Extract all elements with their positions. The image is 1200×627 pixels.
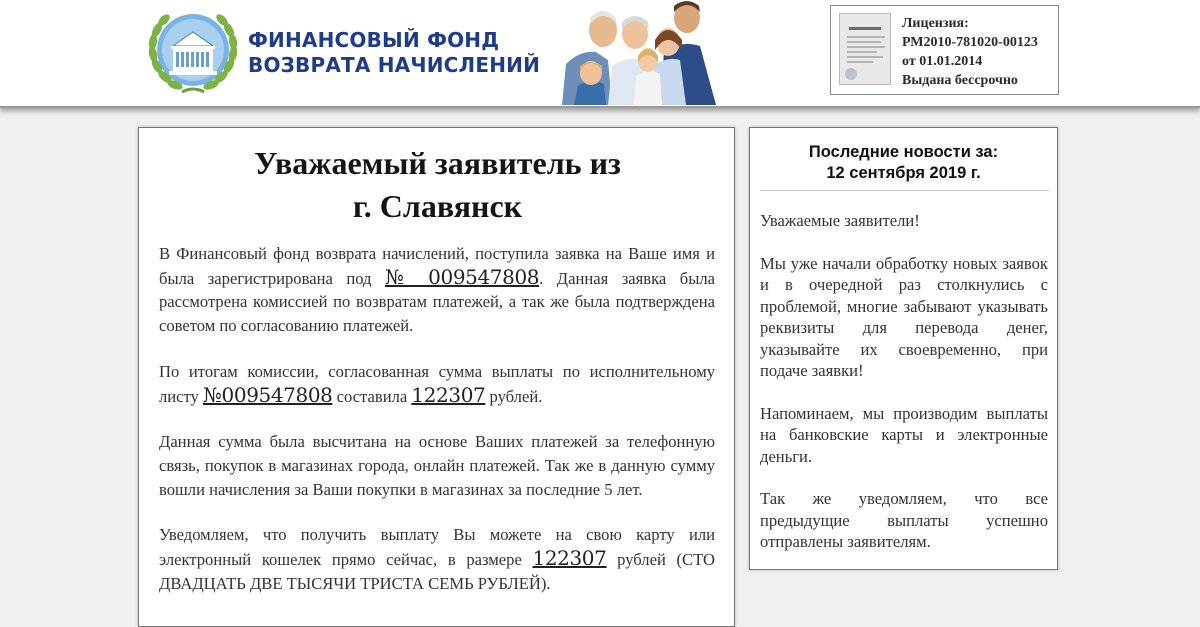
p1-text-a: В Финансовый фонд возврата начислений, поступила заявка на Ваше имя и была зарегистрирована под: [159, 244, 715, 288]
site-header: [0, 0, 1200, 108]
notice-paragraph-2: [159, 360, 715, 408]
p2-text-c: рублей.: [485, 386, 543, 406]
payout-amount: 122307: [411, 382, 486, 407]
org-name[interactable]: [248, 28, 540, 78]
payout-amount-2: 122307: [532, 546, 607, 571]
license-box[interactable]: [830, 5, 1059, 95]
license-title: Лицензия:: [902, 16, 969, 31]
notice-paragraph-3: Данная сумма была высчитана на основе Ваших платежей за телефонную связь, покупок в магазинах города, онлайн платежей. Так же в данную сумму вошли начисления за Ваши покупки в магазинах за последние 5 лет.: [159, 432, 715, 499]
news-paragraph: Напоминаем, мы производим выплаты на банковские карты и электронные деньги.: [760, 403, 1048, 466]
org-name-line1: ФИНАНСОВЫЙ ФОНД: [248, 28, 500, 52]
page-title: [139, 142, 736, 228]
page-title-line1: Уважаемый заявитель из: [254, 145, 621, 181]
license-info: [902, 14, 1038, 90]
p1-text-b: . Данная заявка была рассмотрена комиссией по возвратам платежей, а так же была подтверждена советом по согласованию платежей.: [159, 268, 716, 336]
license-number: РМ2010-781020-00123: [902, 35, 1038, 50]
family-photo-icon: [556, 0, 726, 105]
p4-text-a: Уведомляем, что получить выплату Вы можете на свою карту или электронный кошелек прямо сейчас, в размере: [159, 525, 715, 570]
application-number: № 009547808: [384, 264, 540, 289]
p2-text-a: По итогам комиссии, согласованная сумма выплаты по исполнительному листу: [159, 361, 715, 406]
main-notice-card: [138, 127, 735, 627]
news-paragraph: Так же уведомляем, что все предыдущие выплаты успешно отправлены заявителям.: [760, 489, 1048, 551]
news-body: [760, 210, 1048, 574]
news-paragraph: Уважаемые заявители!: [760, 211, 920, 230]
news-heading-date: 12 сентября 2019 г.: [826, 164, 981, 182]
license-document-icon[interactable]: [839, 13, 891, 85]
list-number: №009547808: [203, 382, 333, 407]
news-divider: [760, 190, 1049, 191]
license-date: от 01.01.2014: [902, 54, 983, 69]
notice-paragraph-4: [159, 523, 715, 595]
news-paragraph: Мы уже начали обработку новых заявок и в очередной раз столкнулись с проблемой, многие забывают указывать реквизиты для перевода денег, указывайте их своевременно, при подаче заявки!: [760, 253, 1048, 380]
p4-text-b: рублей (СТО ДВАДЦАТЬ ДВЕ ТЫСЯЧИ ТРИСТА СЕМЬ РУБЛЕЙ).: [159, 550, 715, 593]
news-heading: [750, 142, 1057, 184]
org-name-line2: ВОЗВРАТА НАЧИСЛЕНИЙ: [248, 53, 541, 77]
license-issued: Выдана бессрочно: [902, 73, 1018, 88]
news-heading-line1: Последние новости за:: [808, 143, 999, 161]
logo-emblem-icon[interactable]: [142, 6, 244, 100]
notice-body: [159, 242, 715, 617]
page-title-line2: г. Славянск: [352, 188, 523, 224]
notice-paragraph-1: [159, 242, 715, 338]
p2-text-b: составила: [332, 386, 412, 406]
news-sidebar: [749, 127, 1058, 570]
